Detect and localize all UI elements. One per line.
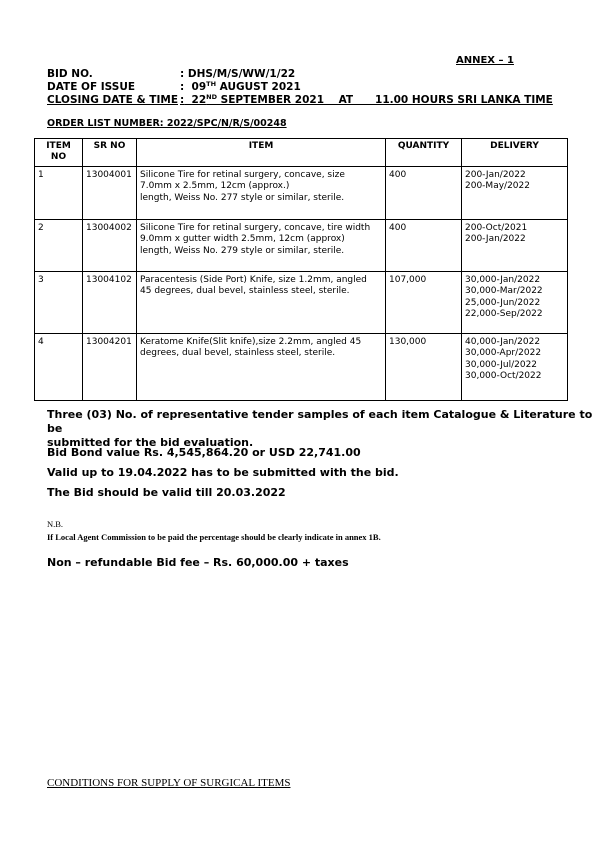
date-of-issue-label: DATE OF ISSUE <box>47 81 136 93</box>
sr-no-cell: 13004001 <box>83 166 137 219</box>
bid-no-value: : DHS/M/S/WW/1/22 <box>180 68 296 80</box>
order-table <box>34 138 568 401</box>
quantity-cell: 400 <box>386 166 462 219</box>
item-description-cell <box>137 219 386 271</box>
delivery-entry: 200-May/2022 <box>465 181 530 192</box>
item-description-line: 9.0mm x gutter width 2.5mm, 12cm (approx) <box>140 234 345 245</box>
conditions-heading: CONDITIONS FOR SUPPLY OF SURGICAL ITEMS <box>47 777 291 789</box>
date-colon: : <box>180 81 185 93</box>
table-row <box>35 166 568 219</box>
sr-no-cell: 13004102 <box>83 271 137 333</box>
table-header-row <box>35 139 568 167</box>
delivery-entry: 200-Jan/2022 <box>465 234 526 245</box>
delivery-cell <box>462 166 568 219</box>
item-description-cell <box>137 333 386 400</box>
delivery-entry: 40,000-Jan/2022 <box>465 336 541 347</box>
delivery-entry: 30,000-Jan/2022 <box>465 274 541 285</box>
nb-label: N.B. <box>47 519 64 529</box>
col-header-quantity: QUANTITY <box>386 139 462 167</box>
delivery-cell <box>462 271 568 333</box>
delivery-cell <box>462 333 568 400</box>
closing-suffix: ND <box>206 93 217 101</box>
annex-label: ANNEX – 1 <box>456 55 514 66</box>
item-description-cell <box>137 271 386 333</box>
closing-date-label: CLOSING DATE & TIME <box>47 94 178 106</box>
item-no-cell: 1 <box>35 166 83 219</box>
bid-bond-value: Bid Bond value Rs. 4,545,864.20 or USD 22,741.00 <box>47 446 361 459</box>
item-description-line: Keratome Knife(Slit knife),size 2.2mm, angled 45 <box>140 336 362 347</box>
col-header-item: ITEM <box>137 139 386 167</box>
item-description-line: Silicone Tire for retinal surgery, concave, tire width <box>140 222 371 233</box>
samples-note-line: Three (03) No. of representative tender samples of each item Catalogue & Literature to be <box>47 408 593 435</box>
item-description-cell <box>137 166 386 219</box>
item-description-line: 7.0mm x 2.5mm, 12cm (approx.) <box>140 181 290 192</box>
quantity-cell: 107,000 <box>386 271 462 333</box>
date-month-year: AUGUST 2021 <box>216 81 301 93</box>
order-list-number: ORDER LIST NUMBER: 2022/SPC/N/R/S/00248 <box>47 118 287 129</box>
closing-day: 22 <box>191 94 207 106</box>
item-description-line: Paracentesis (Side Port) Knife, size 1.2mm, angled <box>140 274 367 285</box>
bid-bond-validity: Valid up to 19.04.2022 has to be submitted with the bid. <box>47 466 399 479</box>
delivery-entry: 200-Oct/2021 <box>465 222 528 233</box>
date-day: 09 <box>191 81 207 93</box>
samples-note <box>47 408 600 450</box>
item-no-cell: 4 <box>35 333 83 400</box>
item-description-line: degrees, dual bevel, stainless steel, sterile. <box>140 348 336 359</box>
col-header-delivery: DELIVERY <box>462 139 568 167</box>
table-row <box>35 219 568 271</box>
delivery-entry: 25,000-Jun/2022 <box>465 297 541 308</box>
bid-no-label: BID NO. <box>47 68 93 80</box>
delivery-entry: 30,000-Jul/2022 <box>465 359 538 370</box>
delivery-cell <box>462 219 568 271</box>
sr-no-cell: 13004201 <box>83 333 137 400</box>
item-description-line: length, Weiss No. 277 style or similar, sterile. <box>140 192 345 203</box>
nb-text: If Local Agent Commission to be paid the percentage should be clearly indicate in annex 1B. <box>47 532 381 542</box>
delivery-entry: 22,000-Sep/2022 <box>465 309 543 320</box>
quantity-cell: 400 <box>386 219 462 271</box>
closing-colon: : <box>180 94 185 106</box>
delivery-entry: 200-Jan/2022 <box>465 169 526 180</box>
item-description-line: 45 degrees, dual bevel, stainless steel, sterile. <box>140 286 350 297</box>
closing-date-value <box>180 94 553 106</box>
table-row <box>35 333 568 400</box>
delivery-entry: 30,000-Apr/2022 <box>465 348 542 359</box>
col-header-item-no: ITEM NO <box>35 139 83 167</box>
quantity-cell: 130,000 <box>386 333 462 400</box>
bid-header <box>47 68 567 108</box>
delivery-entry: 30,000-Oct/2022 <box>465 371 542 382</box>
item-description-line: length, Weiss No. 279 style or similar, sterile. <box>140 245 345 256</box>
item-description-line: Silicone Tire for retinal surgery, concave, size <box>140 169 345 180</box>
col-header-sr-no: SR NO <box>83 139 137 167</box>
date-suffix: TH <box>206 80 217 88</box>
item-no-cell: 3 <box>35 271 83 333</box>
table-row <box>35 271 568 333</box>
date-of-issue-value <box>180 81 301 93</box>
item-no-cell: 2 <box>35 219 83 271</box>
delivery-entry: 30,000-Mar/2022 <box>465 286 543 297</box>
bid-validity: The Bid should be valid till 20.03.2022 <box>47 486 286 499</box>
bid-fee: Non – refundable Bid fee – Rs. 60,000.00 + taxes <box>47 556 349 569</box>
samples-note-line: submitted for the bid evaluation. <box>47 436 254 449</box>
closing-rest: SEPTEMBER 2021 AT 11.00 HOURS SRI LANKA TIME <box>216 94 553 106</box>
sr-no-cell: 13004002 <box>83 219 137 271</box>
